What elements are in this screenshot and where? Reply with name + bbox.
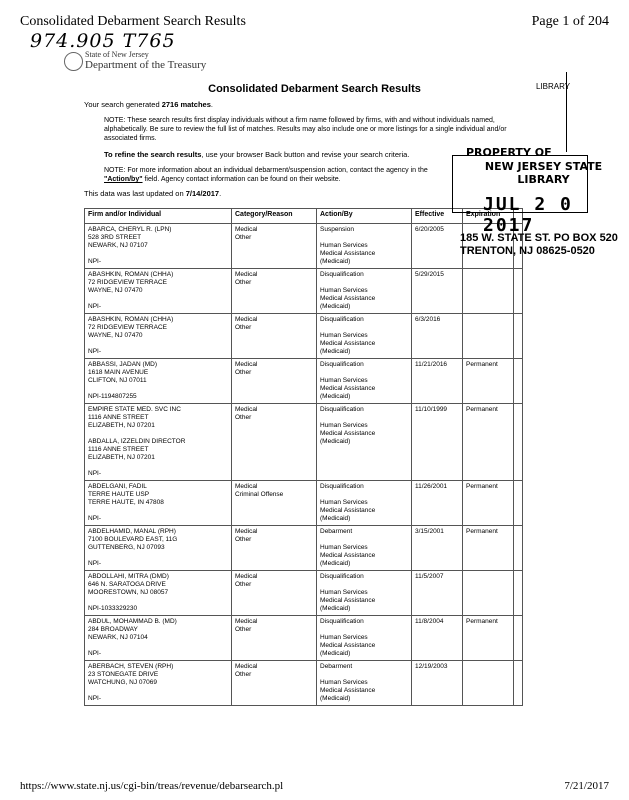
cell-firm-individual xyxy=(85,526,232,571)
col-header-effective: Effective xyxy=(412,209,463,224)
department-name xyxy=(85,50,206,70)
name-line: ABASHKIN, ROMAN (CHHA) xyxy=(88,271,174,278)
action-by xyxy=(320,499,408,523)
action-by-link[interactable]: "Action/by" xyxy=(104,176,143,183)
name-line: ABDOLLAHI, MITRA (DMD) xyxy=(88,573,169,580)
agency-line: (Medicaid) xyxy=(320,258,351,265)
stamp-property: PROPERTY OF xyxy=(466,146,552,159)
cell-blank xyxy=(514,359,523,404)
col-header-expiration: Expiration xyxy=(463,209,514,224)
action-type: Disqualification xyxy=(320,573,364,580)
name-line: 1116 ANNE STREET xyxy=(88,414,149,421)
npi-number: NPI- xyxy=(88,258,101,265)
name-line: ABDELHAMID, MANAL (RPH) xyxy=(88,528,176,535)
category-line: Other xyxy=(235,324,252,331)
npi-number: NPI-1194807255 xyxy=(88,393,137,400)
table-row xyxy=(85,481,523,526)
category-line: Medical xyxy=(235,618,258,625)
category-line: Medical xyxy=(235,226,258,233)
npi-number: NPI- xyxy=(88,470,101,477)
name-line: ELIZABETH, NJ 07201 xyxy=(88,422,155,429)
category-line: Medical xyxy=(235,271,258,278)
category-line: Other xyxy=(235,626,252,633)
cell-blank xyxy=(514,661,523,706)
table-row xyxy=(85,571,523,616)
agency-line: Medical Assistance xyxy=(320,295,376,302)
table-row xyxy=(85,661,523,706)
cell-expiration xyxy=(463,526,514,571)
action-type: Disqualification xyxy=(320,361,364,368)
cell-category xyxy=(232,404,317,481)
npi-number: NPI- xyxy=(88,650,101,657)
stamp-library: NEW JERSEY STATE LIBRARY xyxy=(484,160,603,186)
cell-firm-individual xyxy=(85,314,232,359)
expiration-date: Permanent xyxy=(466,483,498,490)
cell-effective xyxy=(412,269,463,314)
agency-line: Human Services xyxy=(320,332,368,339)
table-row xyxy=(85,314,523,359)
agency-line: Human Services xyxy=(320,377,368,384)
table-row xyxy=(85,224,523,269)
cell-blank xyxy=(514,404,523,481)
cell-category xyxy=(232,269,317,314)
action-by xyxy=(320,679,408,703)
cell-action xyxy=(317,661,412,706)
results-note: NOTE: These search results first display individuals without a firm name followed by firms, with and without individuals named, alphabetically. Be sure to review the full list of matches. Results may also include one or more listings for a single individual and/or associated firms. xyxy=(104,117,507,142)
expiration-date: Permanent xyxy=(466,361,498,368)
action-type: Debarment xyxy=(320,663,353,670)
name-line: ABDUL, MOHAMMAD B. (MD) xyxy=(88,618,177,625)
action-type: Disqualification xyxy=(320,483,364,490)
cell-firm-individual xyxy=(85,661,232,706)
state-seal-icon xyxy=(64,52,83,71)
col-header-category: Category/Reason xyxy=(232,209,317,224)
name-line: WATCHUNG, NJ 07069 xyxy=(88,679,157,686)
action-type: Disqualification xyxy=(320,316,364,323)
action-type: Debarment xyxy=(320,528,353,535)
cell-firm-individual xyxy=(85,616,232,661)
category-line: Other xyxy=(235,234,252,241)
expiration-date xyxy=(466,573,510,581)
name-line: 23 STONEGATE DRIVE xyxy=(88,671,159,678)
cell-effective xyxy=(412,481,463,526)
cell-firm-individual xyxy=(85,359,232,404)
category-line: Other xyxy=(235,581,252,588)
agency-line: Human Services xyxy=(320,634,368,641)
category-line: Medical xyxy=(235,361,258,368)
effective-date: 3/15/2001 xyxy=(415,528,444,535)
cell-effective xyxy=(412,616,463,661)
name-line: ABDALLA, IZZELDIN DIRECTOR xyxy=(88,438,186,445)
cell-expiration xyxy=(463,661,514,706)
name-line: 284 BROADWAY xyxy=(88,626,138,633)
agency-line: Human Services xyxy=(320,589,368,596)
category-line: Other xyxy=(235,279,252,286)
cell-expiration xyxy=(463,571,514,616)
agency-line: (Medicaid) xyxy=(320,695,351,702)
page-header-title: Consolidated Debarment Search Results xyxy=(20,14,246,29)
name-line: 646 N. SARATOGA DRIVE xyxy=(88,581,166,588)
agency-line: Medical Assistance xyxy=(320,597,376,604)
expiration-date: Permanent xyxy=(466,406,498,413)
name-line: 1116 ANNE STREET xyxy=(88,446,149,453)
effective-date: 6/3/2016 xyxy=(415,316,441,323)
match-count: Your search generated 2716 matches. xyxy=(84,100,213,109)
col-header-firm: Firm and/or Individual xyxy=(85,209,232,224)
action-by xyxy=(320,377,408,401)
npi-number: NPI- xyxy=(88,695,101,702)
dept-line2: Department of the Treasury xyxy=(85,59,207,71)
cell-expiration xyxy=(463,404,514,481)
name-line: NEWARK, NJ 07107 xyxy=(88,242,148,249)
cell-blank xyxy=(514,571,523,616)
cell-action xyxy=(317,404,412,481)
npi-number: NPI- xyxy=(88,515,101,522)
name-line: EMPIRE STATE MED. SVC INC xyxy=(88,406,181,413)
cell-blank xyxy=(514,616,523,661)
agency-line: Medical Assistance xyxy=(320,385,376,392)
table-row xyxy=(85,404,523,481)
agency-line: Human Services xyxy=(320,679,368,686)
cell-action xyxy=(317,526,412,571)
cell-firm-individual xyxy=(85,404,232,481)
stamp-address-line1: 185 W. STATE ST. PO BOX 520 xyxy=(460,232,618,244)
agency-line: (Medicaid) xyxy=(320,605,351,612)
cell-expiration xyxy=(463,616,514,661)
col-header-action: Action/By xyxy=(317,209,412,224)
table-row xyxy=(85,526,523,571)
name-line: ABDELGANI, FADIL xyxy=(88,483,147,490)
effective-date: 5/29/2015 xyxy=(415,271,444,278)
effective-date: 11/8/2004 xyxy=(415,618,444,625)
name-line: 7100 BOULEVARD EAST, 11G xyxy=(88,536,178,543)
agency-line: Medical Assistance xyxy=(320,687,376,694)
effective-date: 11/26/2001 xyxy=(415,483,448,490)
category-line: Criminal Offense xyxy=(235,491,284,498)
effective-date: 11/21/2016 xyxy=(415,361,448,368)
table-row xyxy=(85,269,523,314)
action-by xyxy=(320,634,408,658)
action-by xyxy=(320,332,408,356)
effective-date: 11/5/2007 xyxy=(415,573,444,580)
action-type: Disqualification xyxy=(320,271,364,278)
agency-line: Medical Assistance xyxy=(320,340,376,347)
agency-line: (Medicaid) xyxy=(320,650,351,657)
name-line: 72 RIDGEVIEW TERRACE xyxy=(88,324,167,331)
cell-category xyxy=(232,481,317,526)
category-line: Other xyxy=(235,671,252,678)
agency-line: (Medicaid) xyxy=(320,303,351,310)
cell-effective xyxy=(412,526,463,571)
name-line: MOORESTOWN, NJ 08057 xyxy=(88,589,169,596)
cell-category xyxy=(232,526,317,571)
agency-line: Human Services xyxy=(320,544,368,551)
cell-action xyxy=(317,481,412,526)
cell-action xyxy=(317,571,412,616)
agency-line: (Medicaid) xyxy=(320,438,351,445)
category-line: Medical xyxy=(235,316,258,323)
name-line: TERRE HAUTE, IN 47808 xyxy=(88,499,164,506)
cell-effective xyxy=(412,224,463,269)
cell-blank xyxy=(514,314,523,359)
category-line: Other xyxy=(235,369,252,376)
agency-line: Human Services xyxy=(320,499,368,506)
cell-category xyxy=(232,224,317,269)
table-row xyxy=(85,359,523,404)
agency-line: Medical Assistance xyxy=(320,642,376,649)
name-line: ABBASSI, JADAN (MD) xyxy=(88,361,157,368)
cell-action xyxy=(317,314,412,359)
expiration-date xyxy=(466,271,510,279)
effective-date: 11/10/1999 xyxy=(415,406,448,413)
name-line: 72 RIDGEVIEW TERRACE xyxy=(88,279,167,286)
handwritten-call-number: 974.905 T765 xyxy=(30,30,176,52)
expiration-date: Permanent xyxy=(466,618,498,625)
agency-line: Human Services xyxy=(320,422,368,429)
cell-blank xyxy=(514,526,523,571)
agency-line: Medical Assistance xyxy=(320,507,376,514)
effective-date: 6/20/2005 xyxy=(415,226,444,233)
cell-category xyxy=(232,314,317,359)
refine-note: To refine the search results, use your browser Back button and revise your search criteria. xyxy=(104,150,410,159)
cell-category xyxy=(232,571,317,616)
npi-number: NPI- xyxy=(88,303,101,310)
name-line: ABARCA, CHERYL R. (LPN) xyxy=(88,226,172,233)
page-number: Page 1 of 204 xyxy=(531,14,609,29)
debarment-table xyxy=(84,208,523,706)
stamp-address-line2: TRENTON, NJ 08625-0520 xyxy=(460,245,595,257)
name-line: CLIFTON, NJ 07011 xyxy=(88,377,147,384)
category-line: Medical xyxy=(235,663,258,670)
cell-effective xyxy=(412,359,463,404)
npi-number: NPI-1033329230 xyxy=(88,605,138,612)
cell-category xyxy=(232,661,317,706)
category-line: Medical xyxy=(235,528,258,535)
cell-effective xyxy=(412,571,463,616)
cell-action xyxy=(317,359,412,404)
npi-number: NPI- xyxy=(88,560,101,567)
cell-firm-individual xyxy=(85,224,232,269)
agency-line: Human Services xyxy=(320,242,368,249)
cell-firm-individual xyxy=(85,481,232,526)
action-by xyxy=(320,422,408,446)
cell-expiration xyxy=(463,314,514,359)
name-line xyxy=(88,430,228,438)
agency-line: Medical Assistance xyxy=(320,552,376,559)
expiration-date xyxy=(466,663,510,671)
agency-line: (Medicaid) xyxy=(320,515,351,522)
cell-firm-individual xyxy=(85,571,232,616)
name-line: ABASHKIN, ROMAN (CHHA) xyxy=(88,316,174,323)
agency-line: Human Services xyxy=(320,287,368,294)
name-line: ELIZABETH, NJ 07201 xyxy=(88,454,155,461)
cell-action xyxy=(317,269,412,314)
cell-effective xyxy=(412,661,463,706)
cell-effective xyxy=(412,404,463,481)
effective-date: 12/19/2003 xyxy=(415,663,448,670)
name-line: GUTTENBERG, NJ 07093 xyxy=(88,544,165,551)
action-by xyxy=(320,589,408,613)
cell-blank xyxy=(514,269,523,314)
cell-expiration xyxy=(463,269,514,314)
cell-expiration xyxy=(463,481,514,526)
agency-note: NOTE: For more information about an individual debarment/suspension action, contact the agency in the "Action/by" field. Agency contact information can be found on their website. xyxy=(104,167,428,183)
expiration-date xyxy=(466,316,510,324)
table-row xyxy=(85,616,523,661)
cell-action xyxy=(317,224,412,269)
agency-line: (Medicaid) xyxy=(320,348,351,355)
name-line: WAYNE, NJ 07470 xyxy=(88,287,143,294)
cell-category xyxy=(232,359,317,404)
cell-blank xyxy=(514,481,523,526)
agency-line: (Medicaid) xyxy=(320,560,351,567)
stamp-date: JUL 2 0 2017 xyxy=(483,194,573,236)
footer-url: https://www.state.nj.us/cgi-bin/treas/revenue/debarsearch.pl xyxy=(20,780,284,792)
action-type: Disqualification xyxy=(320,406,364,413)
cell-category xyxy=(232,616,317,661)
name-line: TERRE HAUTE USP xyxy=(88,491,150,498)
cell-effective xyxy=(412,314,463,359)
action-by xyxy=(320,287,408,311)
cell-action xyxy=(317,616,412,661)
agency-line: (Medicaid) xyxy=(320,393,351,400)
name-line: WAYNE, NJ 07470 xyxy=(88,332,143,339)
agency-line: Medical Assistance xyxy=(320,430,376,437)
action-by xyxy=(320,544,408,568)
cell-expiration xyxy=(463,359,514,404)
name-line: 1618 MAIN AVENUE xyxy=(88,369,149,376)
category-line: Other xyxy=(235,414,252,421)
category-line: Medical xyxy=(235,406,258,413)
category-line: Other xyxy=(235,536,252,543)
npi-number: NPI- xyxy=(88,348,101,355)
last-updated: This data was last updated on 7/14/2017. xyxy=(84,189,222,198)
name-line: 528 3RD STREET xyxy=(88,234,142,241)
cell-firm-individual xyxy=(85,269,232,314)
document-title: Consolidated Debarment Search Results xyxy=(208,83,421,95)
action-type: Disqualification xyxy=(320,618,364,625)
name-line: NEWARK, NJ 07104 xyxy=(88,634,148,641)
action-type: Suspension xyxy=(320,226,354,233)
footer-date: 7/21/2017 xyxy=(564,780,609,792)
stamp-corner-text: LIBRARY xyxy=(536,82,571,91)
name-line: ABERBACH, STEVEN (RPH) xyxy=(88,663,174,670)
stamp-address xyxy=(460,232,618,258)
agency-line: Medical Assistance xyxy=(320,250,376,257)
category-line: Medical xyxy=(235,483,258,490)
dept-line1: State of New Jersey xyxy=(85,50,149,59)
action-by xyxy=(320,242,408,266)
category-line: Medical xyxy=(235,573,258,580)
expiration-date: Permanent xyxy=(466,528,498,535)
